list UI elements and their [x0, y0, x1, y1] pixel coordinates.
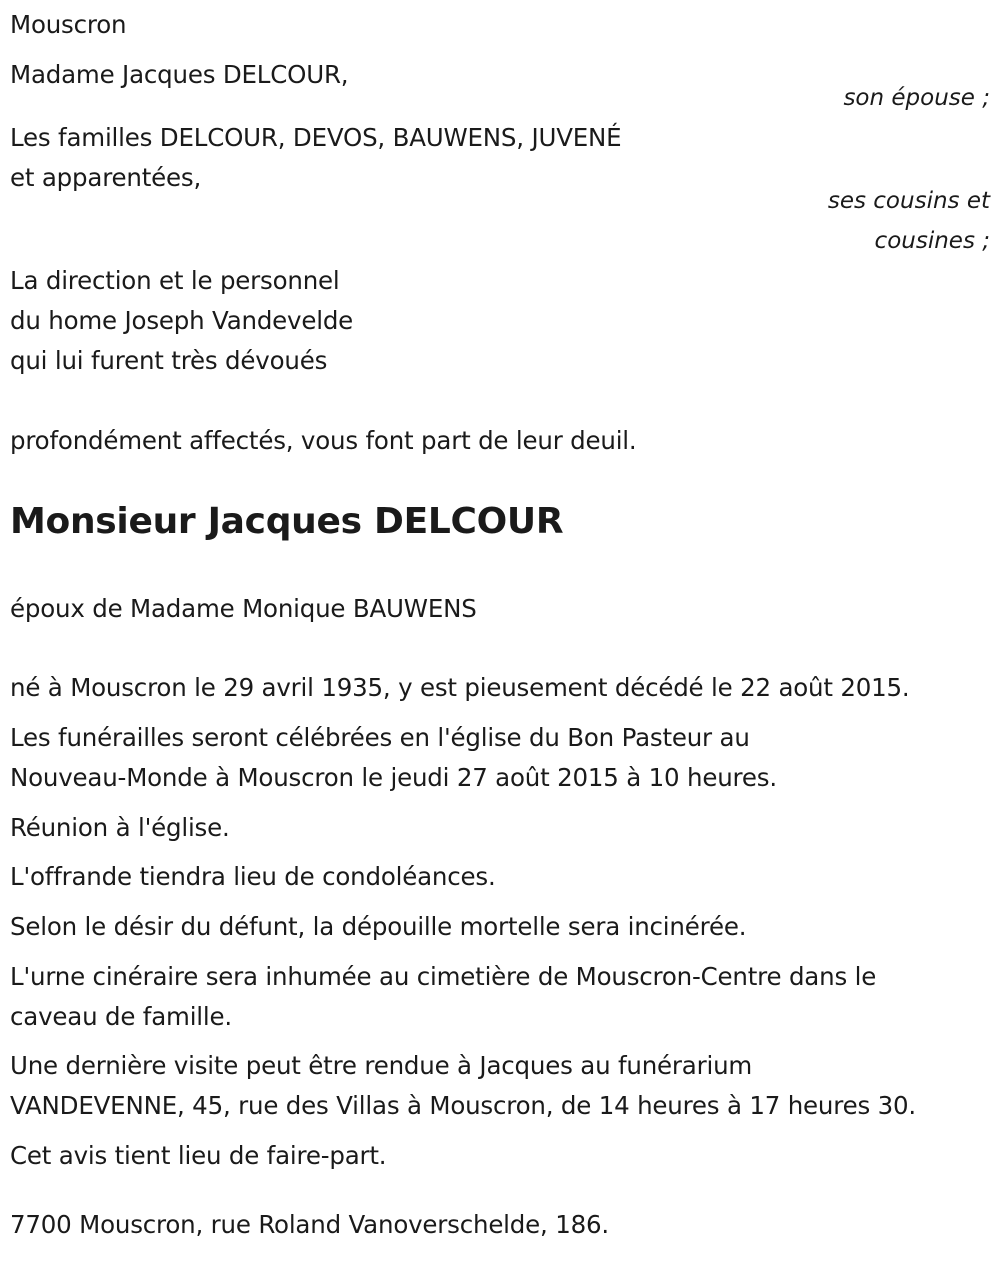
- staff-line-1: La direction et le personnel: [10, 266, 340, 295]
- obituary-notice: [10, 0, 990, 1269]
- staff-line-3: qui lui furent très dévoués: [10, 346, 328, 375]
- address-footer: 7700 Mouscron, rue Roland Vanoverschelde, 186.: [10, 1210, 609, 1239]
- urn-line-1: L'urne cinéraire sera inhumée au cimetière de Mouscron-Centre dans le: [10, 962, 877, 991]
- notice-info: Cet avis tient lieu de faire-part.: [10, 1141, 387, 1170]
- visit-line-2: VANDEVENNE, 45, rue des Villas à Mouscron, de 14 heures à 17 heures 30.: [10, 1091, 916, 1120]
- families-relation-line-1: ses cousins et: [827, 188, 990, 214]
- families-line-1: Les familles DELCOUR, DEVOS, BAUWENS, JUVENÉ: [10, 123, 622, 152]
- families-relation-line-2: cousines ;: [874, 228, 990, 254]
- staff-line-2: du home Joseph Vandevelde: [10, 306, 354, 335]
- urn-line-2: caveau de famille.: [10, 1002, 232, 1031]
- funeral-line-1: Les funérailles seront célébrées en l'église du Bon Pasteur au: [10, 723, 750, 752]
- city-heading: Mouscron: [10, 10, 127, 39]
- spouse-relation: son épouse ;: [843, 85, 990, 111]
- offering-info: L'offrande tiendra lieu de condoléances.: [10, 862, 496, 891]
- deceased-name: Monsieur Jacques DELCOUR: [10, 501, 564, 542]
- announcement: profondément affectés, vous font part de leur deuil.: [10, 426, 637, 455]
- birth-death: né à Mouscron le 29 avril 1935, y est pieusement décédé le 22 août 2015.: [10, 673, 910, 702]
- meeting-info: Réunion à l'église.: [10, 813, 230, 842]
- families-line-2: et apparentées,: [10, 163, 202, 192]
- funeral-line-2: Nouveau-Monde à Mouscron le jeudi 27 août 2015 à 10 heures.: [10, 763, 777, 792]
- spouse-name: Madame Jacques DELCOUR,: [10, 60, 349, 89]
- spouse-of: époux de Madame Monique BAUWENS: [10, 594, 477, 623]
- cremation-info: Selon le désir du défunt, la dépouille mortelle sera incinérée.: [10, 912, 747, 941]
- visit-line-1: Une dernière visite peut être rendue à Jacques au funérarium: [10, 1051, 753, 1080]
